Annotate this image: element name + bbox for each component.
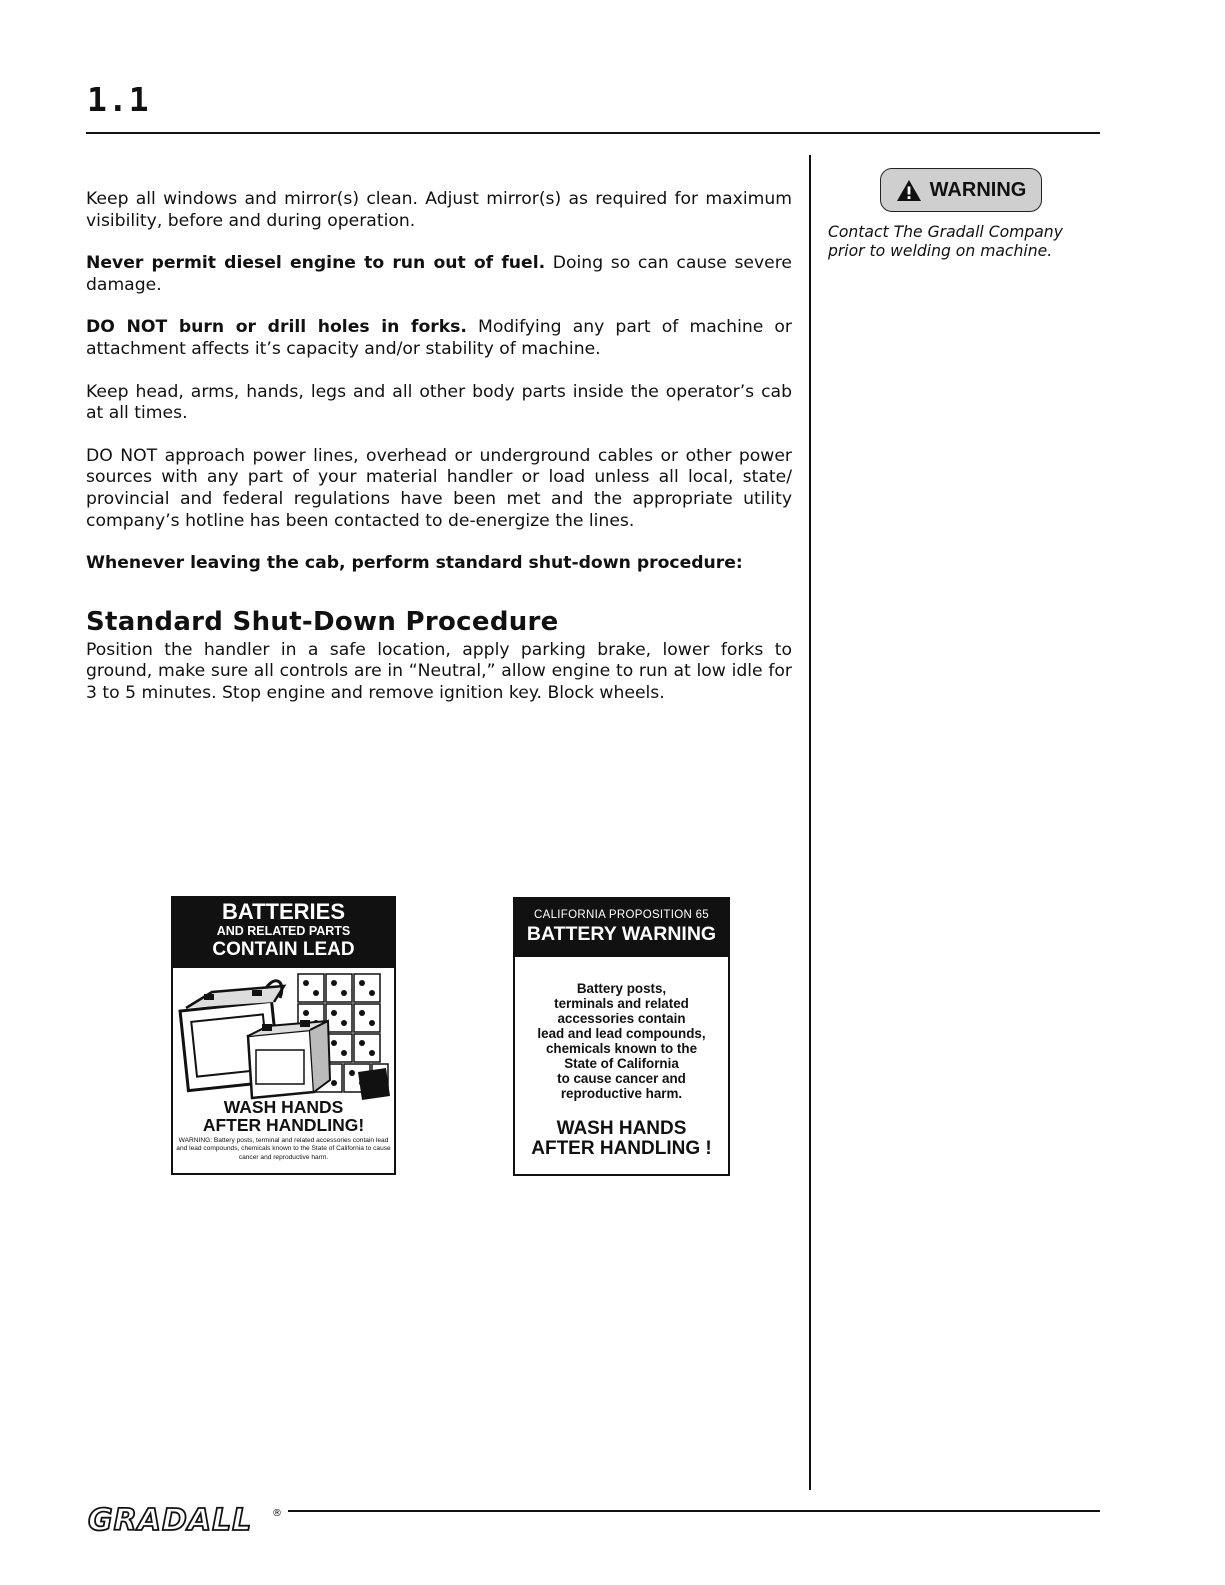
gradall-logo (86, 1502, 286, 1538)
sidebar (828, 168, 1103, 261)
paragraph-fuel (86, 253, 792, 296)
column-divider (809, 155, 811, 1490)
leaving-cab-bold: Whenever leaving the cab, perform standard shut-down procedure: (86, 553, 743, 574)
main-column (86, 189, 792, 726)
registered-mark: ® (272, 1508, 282, 1519)
warning-badge (880, 168, 1042, 212)
warning-text: Contact The Gradall Company prior to welding on machine. (828, 223, 1063, 260)
prop65-decal (513, 897, 730, 1176)
prop65-decal-header (515, 899, 728, 957)
section-number: 1.1 (87, 80, 150, 119)
lead-decal-title-2: CONTAIN LEAD (212, 939, 355, 960)
footer-rule (288, 1510, 1100, 1512)
logo-wordmark: GRADALL (88, 1503, 253, 1538)
forks-warning-rest: Modifying any part of machine or attachment affects it’s capacity and/or stability of machine. (86, 317, 793, 359)
warning-triangle-icon (896, 179, 922, 202)
prop65-body-line: chemicals known to the (545, 1041, 698, 1056)
prop65-body-line: accessories contain (557, 1011, 686, 1026)
prop65-decal-subtitle: CALIFORNIA PROPOSITION 65 (534, 909, 709, 921)
prop65-wash-2: AFTER HANDLING ! (531, 1138, 712, 1159)
paragraph-forks (86, 317, 792, 360)
lead-decal-wash (173, 1098, 394, 1134)
batteries-lead-decal (171, 896, 396, 1175)
warning-label: WARNING (929, 178, 1027, 201)
prop65-decal-title: BATTERY WARNING (526, 923, 717, 945)
lead-decal-fine-print: WARNING: Battery posts, terminal and related accessories contain lead and lead compounds, chemicals known to the State of California to cause cancer and reproductive harm. (176, 1137, 391, 1161)
lead-decal-header (173, 898, 394, 968)
lead-decal-title: BATTERIES (221, 899, 346, 924)
fuel-warning-bold: Never permit diesel engine to run out of fuel. (86, 253, 546, 274)
paragraph-procedure: Position the handler in a safe location, apply parking brake, lower forks to ground, make sure all controls are in “Neutral,” allow engine to run at low idle for 3 to 5 minutes. Stop engine and remove ignition key. Block wheels. (86, 639, 792, 703)
battery-illustration (176, 968, 392, 1104)
prop65-body-line: to cause cancer and (557, 1071, 686, 1086)
prop65-body-line: State of California (564, 1056, 679, 1071)
prop65-body-line: terminals and related (554, 996, 689, 1011)
section-heading: Standard Shut-Down Procedure (86, 606, 559, 637)
lead-decal-subtitle: AND RELATED PARTS (216, 924, 351, 938)
prop65-body-line: Battery posts, (576, 981, 667, 996)
header-rule (86, 132, 1100, 134)
lead-decal-wash-1: WASH HANDS (223, 1097, 344, 1117)
prop65-body-line: reproductive harm. (560, 1086, 683, 1101)
fuel-warning-rest: Doing so can cause severe damage. (86, 253, 792, 295)
prop65-decal-body (515, 981, 728, 1101)
paragraph-windows: Keep all windows and mirror(s) clean. Adjust mirror(s) as required for maximum visibility, before and during operation. (86, 189, 792, 231)
prop65-decal-wash (515, 1119, 728, 1159)
prop65-body-line: lead and lead compounds, (537, 1026, 706, 1041)
paragraph-body-parts: Keep head, arms, hands, legs and all other body parts inside the operator’s cab at all times. (86, 381, 792, 424)
paragraph-leaving-cab (86, 553, 792, 575)
lead-decal-wash-2: AFTER HANDLING! (202, 1115, 365, 1135)
forks-warning-bold: DO NOT burn or drill holes in forks. (86, 317, 467, 338)
prop65-wash-1: WASH HANDS (556, 1118, 687, 1139)
paragraph-power-lines: DO NOT approach power lines, overhead or underground cables or other power sources with any part of your material handler or load unless all local, state/ provincial and federal regulations have been met and the appropriate utility company’s hotline has been contacted to de-energize the lines. (86, 445, 792, 531)
